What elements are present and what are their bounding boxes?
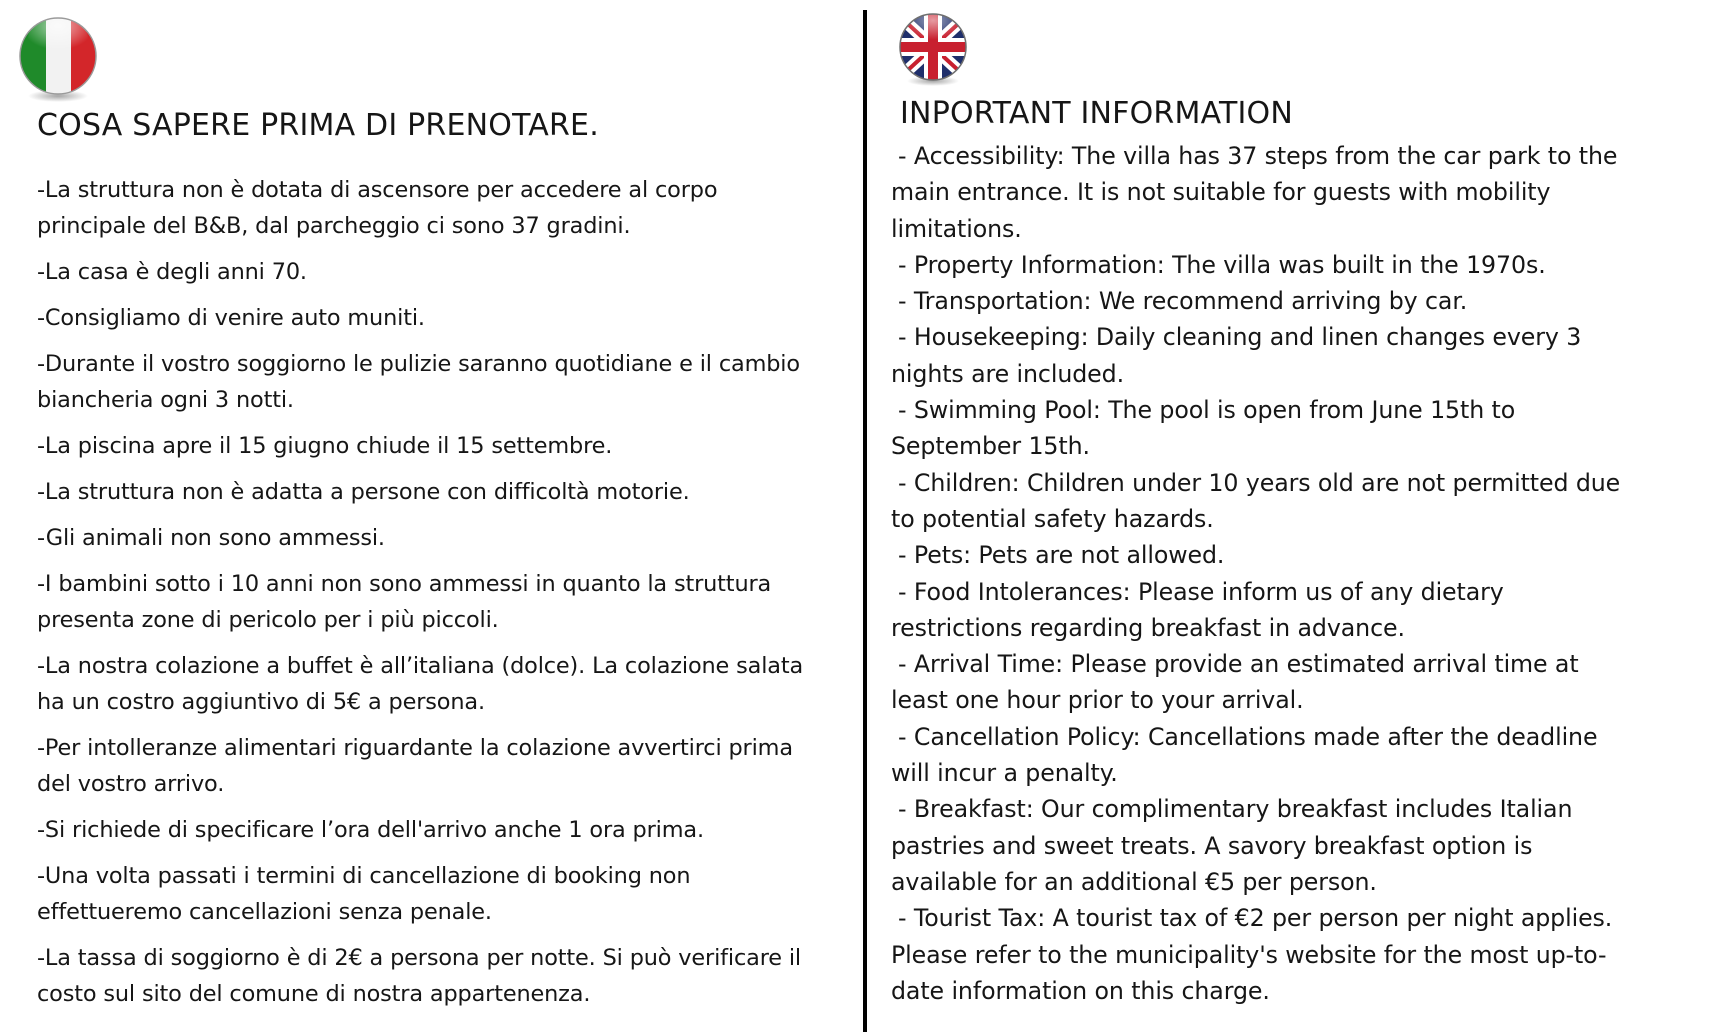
- list-item: - Tourist Tax: A tourist tax of €2 per person per night applies. Please refer to the municipality's website for the most up-to-date information on this charge.: [891, 904, 1613, 1005]
- list-item: - Arrival Time: Please provide an estimated arrival time at least one hour prior to your arrival.: [891, 650, 1579, 715]
- list-item: - Accessibility: The villa has 37 steps from the car park to the main entrance. It is not suitable for guests with mobility limitations.: [891, 142, 1618, 243]
- list-item: - Transportation: We recommend arriving by car.: [898, 287, 1468, 316]
- list-item: -La piscina apre il 15 giugno chiude il 15 settembre.: [37, 433, 613, 459]
- list-item: - Breakfast: Our complimentary breakfast includes Italian pastries and sweet treats. A savory breakfast option is available for an additional €5 per person.: [891, 795, 1573, 896]
- italian-info-list: [37, 172, 807, 1022]
- list-item: - Cancellation Policy: Cancellations made after the deadline will incur a penalty.: [891, 722, 1598, 788]
- list-item: -La tassa di soggiorno è di 2€ a persona per notte. Si può verificare il costo sul sito del comune di nostra appartenenza.: [37, 945, 801, 1007]
- list-item: -La casa è degli anni 70.: [37, 259, 307, 285]
- list-item: -Consigliamo di venire auto muniti.: [37, 305, 425, 331]
- page-title-italian: COSA SAPERE PRIMA DI PRENOTARE.: [37, 108, 599, 143]
- uk-flag-icon: [893, 12, 973, 86]
- list-item: - Property Information: The villa was built in the 1970s.: [898, 250, 1546, 279]
- list-item: -Per intolleranze alimentari riguardante la colazione avvertirci prima del vostro arrivo.: [37, 735, 793, 797]
- list-item: -Una volta passati i termini di cancellazione di booking non effettueremo cancellazioni senza penale.: [37, 863, 691, 925]
- list-item: -La struttura non è adatta a persone con difficoltà motorie.: [37, 479, 690, 505]
- column-divider: [863, 10, 867, 1032]
- list-item: -Durante il vostro soggiorno le pulizie saranno quotidiane e il cambio biancheria ogni 3 notti.: [37, 351, 800, 413]
- list-item: - Housekeeping: Daily cleaning and linen changes every 3 nights are included.: [891, 323, 1582, 388]
- italy-flag-icon: [16, 14, 100, 104]
- list-item: - Swimming Pool: The pool is open from June 15th to September 15th.: [891, 396, 1516, 461]
- list-item: -La struttura non è dotata di ascensore per accedere al corpo principale del B&B, dal parcheggio ci sono 37 gradini.: [37, 177, 718, 239]
- list-item: - Pets: Pets are not allowed.: [898, 541, 1225, 570]
- list-item: -I bambini sotto i 10 anni non sono ammessi in quanto la struttura presenta zone di pericolo per i più piccoli.: [37, 571, 772, 633]
- page-title-english: INPORTANT INFORMATION: [900, 96, 1293, 131]
- list-item: - Children: Children under 10 years old are not permitted due to potential safety hazards.: [891, 468, 1621, 533]
- list-item: -Si richiede di specificare l’ora dell'arrivo anche 1 ora prima.: [37, 817, 704, 843]
- list-item: - Food Intolerances: Please inform us of any dietary restrictions regarding breakfast in advance.: [891, 577, 1504, 642]
- list-item: -La nostra colazione a buffet è all’italiana (dolce). La colazione salata ha un costro aggiuntivo di 5€ a persona.: [37, 653, 804, 715]
- english-info-list: [891, 138, 1631, 1009]
- list-item: -Gli animali non sono ammessi.: [37, 525, 385, 551]
- italian-column: [0, 0, 850, 1032]
